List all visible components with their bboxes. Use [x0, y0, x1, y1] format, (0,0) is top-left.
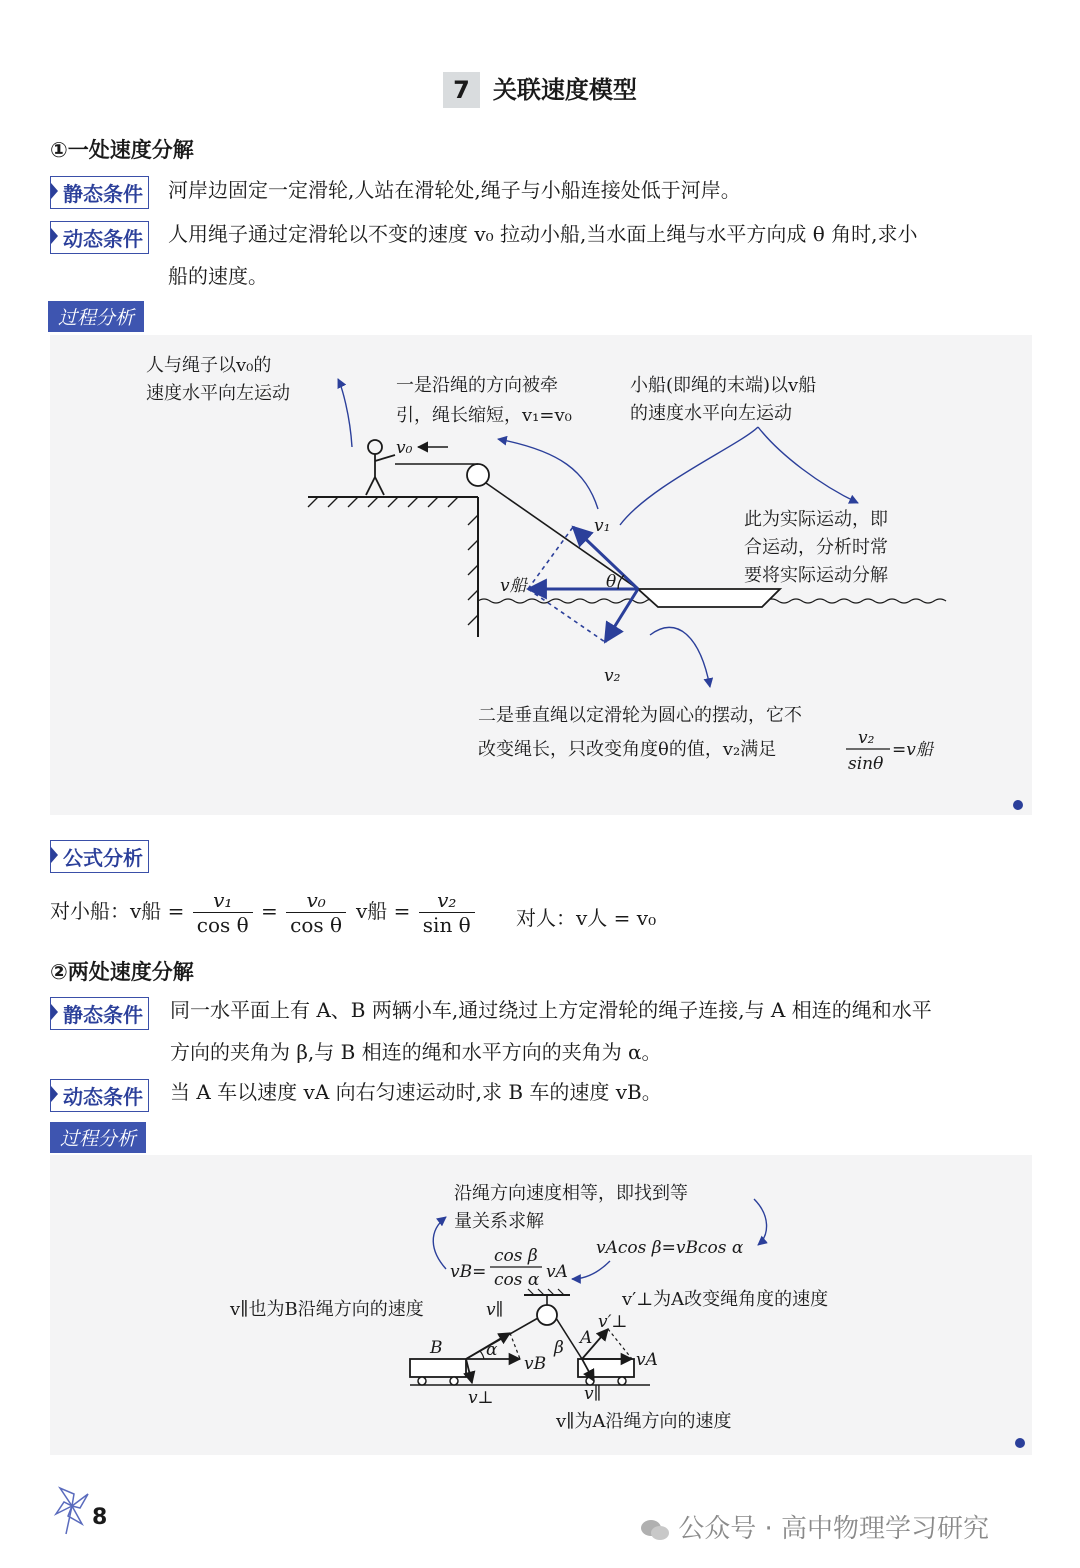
note-arrow-rope [498, 439, 598, 509]
frac3-num: v₂ [419, 888, 475, 913]
bank-hatching [308, 497, 478, 625]
note-vb-prefix: vB= [450, 1262, 487, 1282]
note-vb-num: cos β [494, 1246, 538, 1266]
formula-boat [50, 888, 348, 937]
vpar-B-label: v∥ [486, 1300, 504, 1320]
formula-v2-prefix: v船 = [356, 899, 411, 923]
note-swing-line1: 二是垂直绳以定滑轮为圆心的摆动，它不 [478, 705, 802, 726]
part2-dynamic-tag: 动态条件 [50, 1079, 149, 1112]
car-B-label: B [430, 1338, 443, 1358]
formula-boat-v2 [356, 888, 477, 937]
vA-label: vA [636, 1350, 658, 1370]
parallelogram-dash-1 [528, 527, 573, 589]
frac3-den: sin θ [422, 913, 471, 937]
pinwheel-logo-icon [52, 1480, 92, 1536]
part1-dynamic-tag: 动态条件 [50, 221, 149, 254]
person-figure [366, 440, 395, 495]
corner-dot [1013, 800, 1023, 810]
fixed-pulley-2 [537, 1305, 557, 1325]
car-B [410, 1359, 466, 1377]
alpha-label: α [486, 1340, 498, 1360]
note-arrow-swing [650, 627, 710, 687]
note-rope-line2: 引，绳长缩短，v₁=v₀ [396, 405, 572, 426]
note-rope-line1: 一是沿绳的方向被牵 [396, 375, 558, 396]
formula-boat-eq: = [261, 899, 278, 923]
corner-dot-2 [1015, 1438, 1025, 1448]
note-swing-line2: 改变绳长，只改变角度θ的值，v₂满足 [478, 739, 777, 760]
formula-boat-frac1 [193, 888, 253, 937]
car-B-wheel-2 [450, 1377, 458, 1385]
alpha-arc [480, 1351, 484, 1359]
part2-static-tag: 静态条件 [50, 997, 149, 1030]
note-relation: vAcos β=vBcos α [596, 1238, 744, 1258]
frac2-den: cos θ [290, 913, 343, 937]
note-A-parallel: v∥为A沿绳方向的速度 [556, 1411, 732, 1432]
note-boat-line1: 小船(即绳的末端)以v船 [630, 375, 817, 396]
page-number: 8 [92, 1505, 108, 1530]
part2-heading: ②两处速度分解 [50, 960, 194, 984]
note-person-line1: 人与绳子以v₀的 [146, 355, 272, 376]
section-title [0, 70, 1080, 108]
formula-boat-frac2 [286, 888, 346, 937]
boat [638, 589, 780, 607]
dash-A [608, 1329, 632, 1359]
note-arrow-boat-1 [620, 427, 758, 525]
part2-static-text-line1: 同一水平面上有 A、B 两辆小车,通过绕过上方定滑轮的绳子连接,与 A 相连的绳和水平 [170, 998, 932, 1022]
part2-dynamic-text: 当 A 车以速度 vA 向右匀速运动时,求 B 车的速度 vB。 [170, 1080, 662, 1104]
vperp-B-label: v⊥ [468, 1388, 494, 1408]
note-equal-line2: 量关系求解 [454, 1211, 544, 1232]
frac1-num: v₁ [193, 888, 253, 913]
v1-label: v₁ [594, 516, 611, 536]
vboat-label: v船 [500, 576, 527, 596]
note-vb-den: cos α [494, 1270, 540, 1290]
part1-process-tag: 过程分析 [48, 301, 144, 332]
boat-diagram-panel [50, 335, 1032, 815]
part1-heading: ①一处速度分解 [50, 138, 194, 162]
section-number: 7 [443, 72, 480, 108]
note-arrow-person [338, 379, 352, 447]
beta-label: β [554, 1338, 564, 1358]
vpar-A-label: v∥ [584, 1384, 602, 1404]
v2-label: v₂ [604, 666, 621, 686]
wechat-icon [640, 1518, 670, 1542]
note-actual-line1: 此为实际运动，即 [744, 509, 888, 530]
note-actual-line3: 要将实际运动分解 [744, 565, 888, 586]
watermark-text: 公众号 · 高中物理学习研究 [678, 1514, 990, 1544]
note-equal-line1: 沿绳方向速度相等，即找到等 [454, 1183, 688, 1204]
frac1-den: cos θ [196, 913, 249, 937]
formula-boat-prefix: 对小船：v船 = [50, 899, 185, 923]
note-arrow-vb [572, 1261, 610, 1279]
note-actual-line2: 合运动，分析时常 [744, 537, 888, 558]
part1-dynamic-text-line2: 船的速度。 [168, 264, 268, 288]
note-vb-suffix: vA [546, 1262, 568, 1282]
dash-B [510, 1333, 520, 1359]
note-arrow-rel [754, 1199, 767, 1245]
section-title-text: 关联速度模型 [492, 76, 637, 104]
note-arrow-boat-2 [758, 427, 858, 503]
frac2-num: v₀ [286, 888, 346, 913]
cars-diagram-panel [50, 1155, 1032, 1455]
car-A-label: A [580, 1328, 593, 1348]
theta-label: θ [606, 572, 617, 592]
note-A-perp: v′⊥为A改变绳角度的速度 [622, 1289, 829, 1310]
note-swing-eq: =v船 [892, 740, 933, 760]
boat-diagram [50, 335, 1032, 815]
fixed-pulley [467, 464, 489, 486]
note-arrow-eq [433, 1217, 446, 1269]
part2-static-text-line2: 方向的夹角为 β,与 B 相连的绳和水平方向的夹角为 α。 [170, 1040, 662, 1064]
cars-diagram [50, 1155, 1032, 1455]
note-swing-frac-den: sinθ [848, 754, 884, 774]
watermark [640, 1508, 989, 1545]
parallelogram-dash-2 [528, 589, 605, 642]
part1-static-text: 河岸边固定一定滑轮,人站在滑轮处,绳子与小船连接处低于河岸。 [168, 178, 741, 202]
note-boat-line2: 的速度水平向左运动 [630, 403, 792, 424]
part2-process-tag: 过程分析 [50, 1122, 146, 1153]
vB-label: vB [524, 1354, 547, 1374]
formula-v2-frac [419, 888, 475, 937]
note-B-parallel: v∥也为B沿绳方向的速度 [230, 1299, 424, 1320]
v2-arrow [605, 589, 638, 642]
note-swing-frac-num: v₂ [858, 728, 875, 748]
car-B-wheel-1 [418, 1377, 426, 1385]
car-A-wheel-2 [618, 1377, 626, 1385]
part1-dynamic-text-line1: 人用绳子通过定滑轮以不变的速度 v₀ 拉动小船,当水面上绳与水平方向成 θ 角时,求小 [168, 222, 918, 246]
note-person-line2: 速度水平向左运动 [146, 383, 290, 404]
formula-person: 对人：v人 = v₀ [516, 906, 657, 930]
v0-label: v₀ [396, 438, 413, 458]
part1-static-tag: 静态条件 [50, 176, 149, 209]
vperp-A-label: v′⊥ [598, 1312, 628, 1332]
part1-formula-tag: 公式分析 [50, 840, 149, 873]
